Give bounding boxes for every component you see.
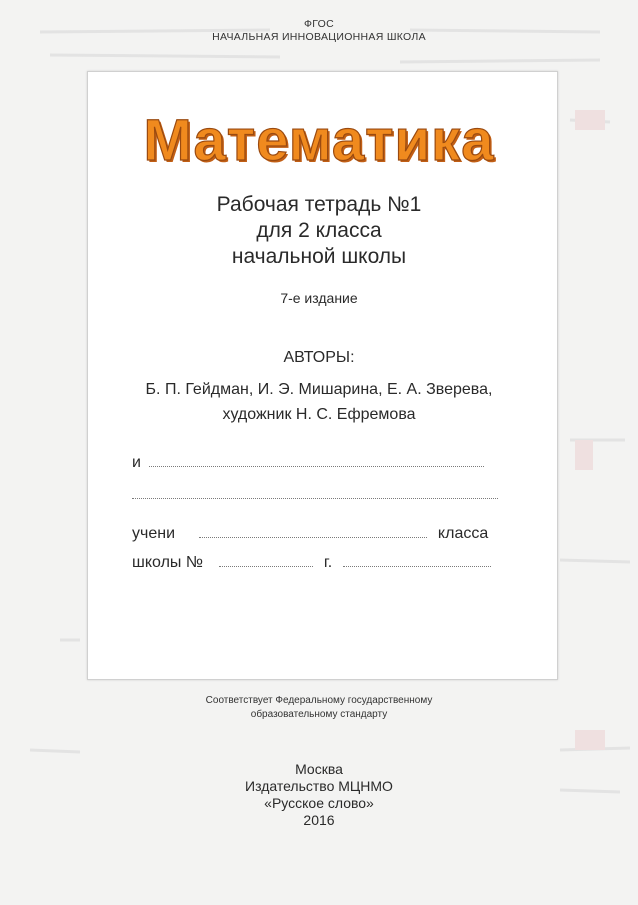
standard-compliance-note: [0, 694, 638, 722]
fill-line-1: [132, 452, 484, 472]
fill-line-2-dots[interactable]: [132, 484, 498, 499]
fill-line-4: [132, 552, 491, 572]
subtitle-line-1: Рабочая тетрадь №1: [216, 193, 422, 216]
subtitle-line-2: для 2 класса: [256, 219, 382, 242]
city-label: г.: [323, 554, 333, 571]
fill-line-1-prefix: и: [132, 454, 141, 471]
book-title: Математика: [143, 108, 495, 173]
authors-names: Б. П. Гейдман, И. Э. Мишарина, Е. А. Зверева,: [145, 381, 493, 398]
publisher-name: Издательство МЦНМО: [245, 778, 393, 794]
publisher-imprint: «Русское слово»: [264, 795, 374, 811]
fill-line-2: [132, 484, 498, 504]
authors-block: [0, 377, 638, 427]
subtitle-line-3: начальной школы: [231, 245, 407, 268]
artist-name: художник Н. С. Ефремова: [222, 406, 416, 423]
footnote-line-1: Соответствует Федеральному государственному: [205, 695, 433, 706]
authors-heading: АВТОРЫ:: [283, 349, 355, 366]
class-label: класса: [437, 525, 489, 542]
class-dots[interactable]: [199, 523, 427, 538]
footnote-line-2: образовательному стандарту: [250, 709, 388, 720]
edition-label: 7-е издание: [280, 290, 358, 306]
fill-line-3: [132, 523, 488, 543]
publisher-block: [0, 761, 638, 829]
school-number-dots[interactable]: [219, 552, 313, 567]
school-label: школы №: [132, 554, 204, 571]
book-subtitle: [0, 192, 638, 270]
fill-line-1-dots[interactable]: [149, 452, 484, 467]
publisher-city: Москва: [295, 761, 343, 777]
student-label: учени: [132, 525, 176, 542]
standard-header: [0, 18, 638, 44]
publication-year: 2016: [303, 812, 335, 828]
fgos-label: ФГОС: [303, 18, 335, 30]
city-dots[interactable]: [343, 552, 491, 567]
series-label: НАЧАЛЬНАЯ ИННОВАЦИОННАЯ ШКОЛА: [212, 31, 426, 43]
